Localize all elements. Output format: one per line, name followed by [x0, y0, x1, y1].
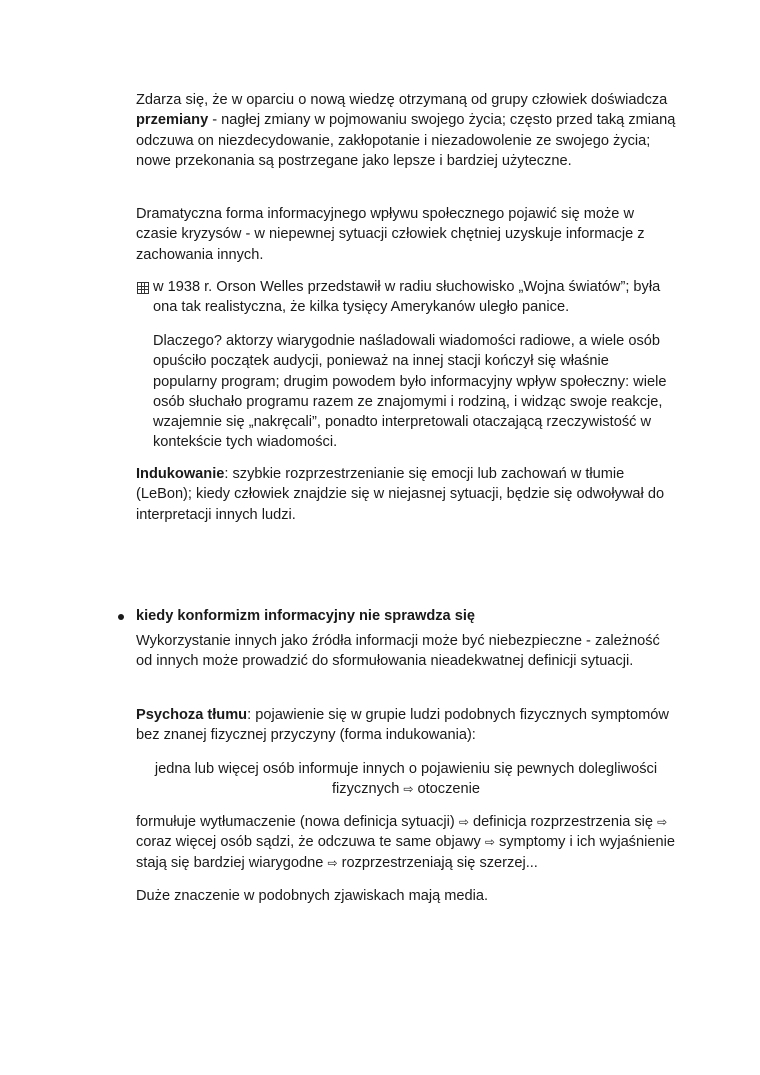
text: - nagłej zmiany w pojmowaniu swojego życia; często przed taką zmianą odczuwa on niezdecydowanie, zakłopotanie i niezadowolenie ze swojego życia; nowe przekonania są postrzegane jako lepsze i bardziej użyteczne.: [136, 112, 676, 169]
text: formułuje wytłumaczenie (nowa definicja sytuacji): [136, 814, 455, 830]
arrow-icon: ⇨: [403, 782, 414, 797]
text: coraz więcej osób sądzi, że odczuwa te same objawy: [136, 834, 481, 851]
text: : pojawienie się w grupie ludzi podobnych fizycznych symptomów bez znanej fizycznej przyczyny (forma indukowania):: [136, 707, 669, 744]
example-grid-icon: [137, 282, 149, 294]
arrow-icon: ⇨: [327, 855, 338, 870]
bullet-icon: [118, 614, 124, 620]
paragraph-psychoza: [136, 705, 676, 746]
paragraph-chain: [136, 812, 676, 873]
term-indukowanie: Indukowanie: [136, 466, 225, 482]
text: symptomy i ich wyjaśnienie stają się bardziej wiarygodne: [136, 834, 675, 871]
arrow-icon: ⇨: [657, 815, 668, 829]
term-przemiany: przemiany: [136, 112, 209, 129]
paragraph-media: Duże znaczenie w podobnych zjawiskach mają media.: [136, 888, 489, 904]
text: otoczenie: [417, 781, 480, 798]
paragraph-przemiany: [136, 90, 676, 171]
text: Zdarza się, że w oparciu o nową wiedzę otrzymaną od grupy człowiek doświadcza: [136, 92, 668, 108]
text: jedna lub więcej osób informuje innych o pojawieniu się pewnych dolegliwości fizycznych: [154, 761, 658, 798]
centered-process-line: [126, 759, 686, 800]
text: rozprzestrzeniają się szerzej...: [341, 854, 538, 871]
arrow-icon: ⇨: [484, 835, 495, 850]
bullet-heading: kiedy konformizm informacyjny nie sprawdza się: [136, 608, 476, 624]
paragraph-danger: Wykorzystanie innych jako źródła informacji może być niebezpieczne - zależność od innych może prowadzić do sformułowania nieadekwatnej definicji sytuacji.: [136, 633, 660, 670]
term-psychoza: Psychoza tłumu: [136, 707, 248, 723]
paragraph-indukowanie: [136, 464, 676, 525]
paragraph-why: Dlaczego? aktorzy wiarygodnie naśladowali wiadomości radiowe, a wiele osób opuściło początek audycji, ponieważ na innej stacji kończył się właśnie popularny program; drugim powodem było informacyjny wpływ społeczny: wiele osób słuchało programu razem ze znajomymi i rodziną, i widząc swoje reakcje, wzajemnie się „nakręcali”, ponadto interpretowali otaczającą rzeczywistość w kontekście tych wiadomości.: [153, 333, 667, 451]
text: w 1938 r. Orson Welles przedstawił w radiu słuchowisko „Wojna światów”; była ona tak realistyczna, że kilka tysięcy Amerykanów uległo panice.: [153, 279, 661, 316]
text: : szybkie rozprzestrzenianie się emocji lub zachowań w tłumie (LeBon); kiedy człowiek znajdzie się w niejasnej sytuacji, będzie się odwoływał do interpretacji innych ludzi.: [136, 466, 665, 523]
text: definicja rozprzestrzenia się: [472, 814, 654, 830]
arrow-icon: ⇨: [458, 815, 469, 829]
paragraph-crisis: Dramatyczna forma informacyjnego wpływu społecznego pojawić się może w czasie kryzysów - w niepewnej sytuacji człowiek chętniej uzyskuje informacje z zachowania innych.: [136, 206, 645, 263]
paragraph-example: [153, 277, 673, 318]
